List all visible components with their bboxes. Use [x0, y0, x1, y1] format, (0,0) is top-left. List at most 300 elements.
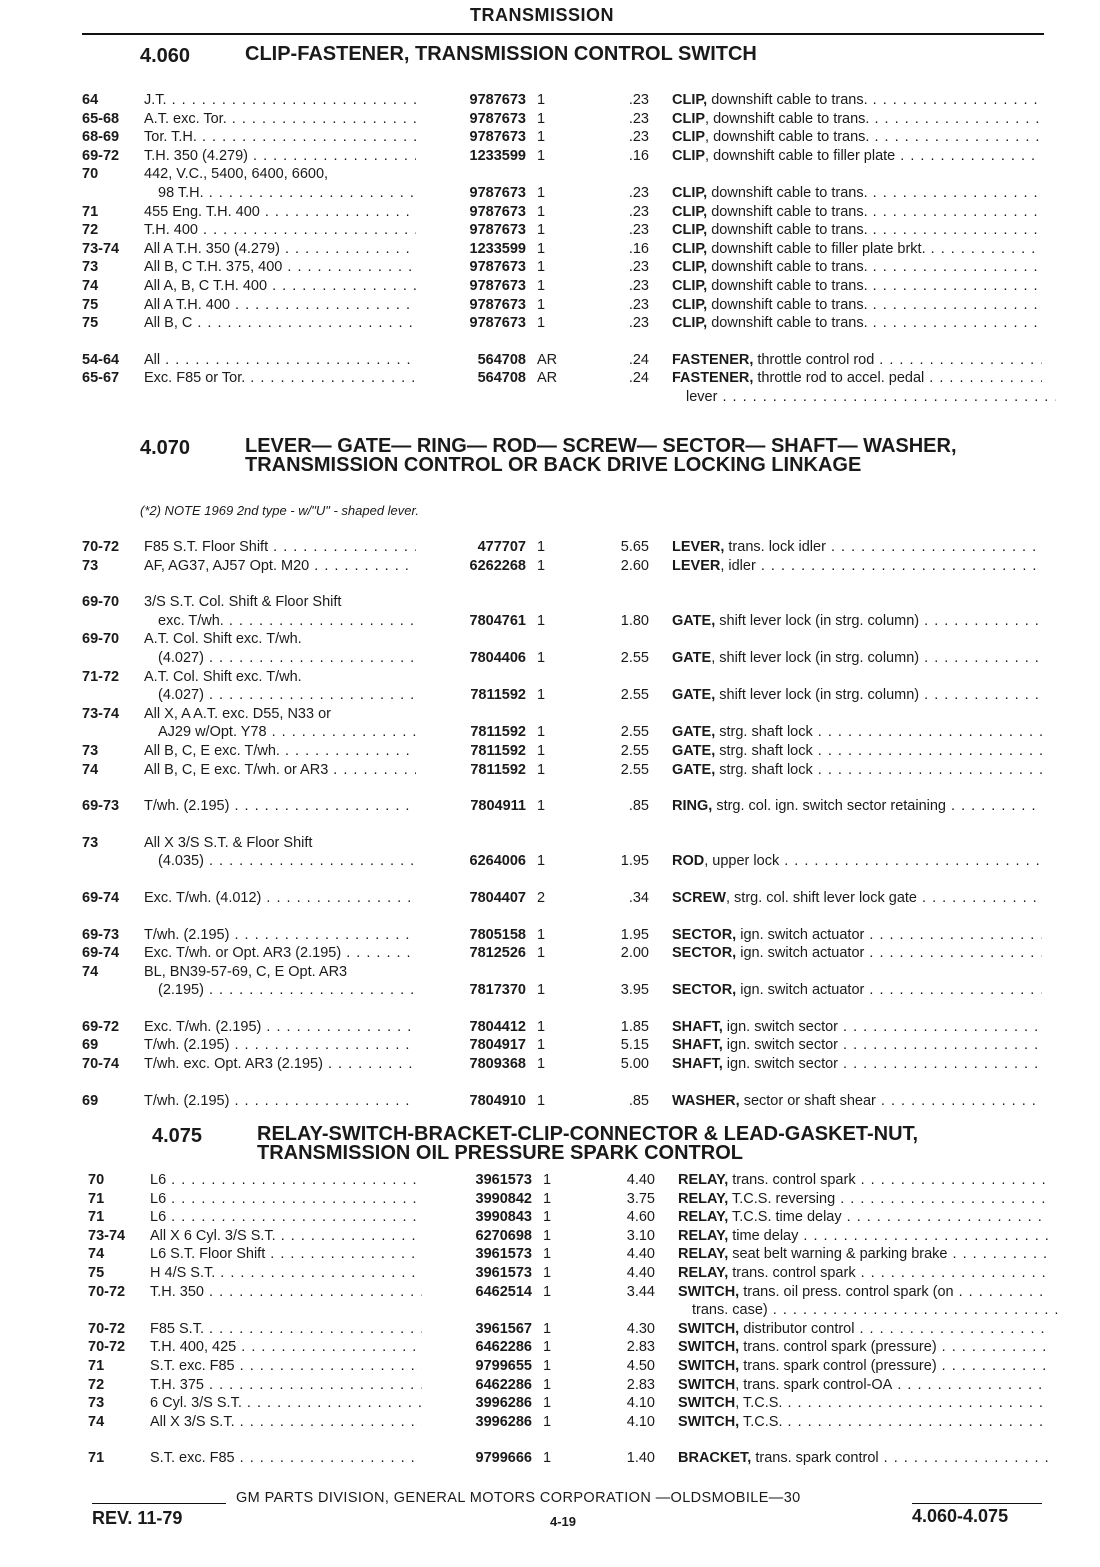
part-number: 7817370: [469, 982, 526, 999]
part-name: RELAY,: [678, 1246, 729, 1263]
parts-row: [82, 852, 1042, 871]
footer-section-range: 4.060-4.075: [912, 1506, 1009, 1526]
part-description: [678, 1449, 1048, 1468]
model-year: 70-72: [88, 1320, 126, 1337]
part-name: RELAY,: [678, 1172, 729, 1188]
footer-publisher: GM PARTS DIVISION, GENERAL MOTORS CORPORATION —OLDSMOBILE—30: [236, 1490, 801, 1506]
part-name: SWITCH,: [678, 1283, 740, 1300]
part-number: 7811592: [470, 724, 526, 741]
model-application: Exc. T/wh. (2.195) . . .: [144, 1018, 416, 1037]
model-year: 73-74: [82, 705, 120, 722]
part-name: CLIP: [672, 110, 706, 127]
price: 4.10: [626, 1413, 655, 1430]
part-description: [672, 1036, 1042, 1055]
part-name: GATE,: [672, 724, 716, 741]
part-description: [672, 110, 1042, 129]
part-detail: downshift cable to filler plate brkt.: [711, 240, 926, 257]
part-description: [678, 1190, 1048, 1209]
part-name: GATE,: [672, 687, 716, 704]
price: 5.65: [620, 539, 649, 555]
part-name: CLIP,: [672, 315, 708, 332]
model-application: All A T.H. 400 . . .: [144, 296, 416, 315]
parts-row: [82, 612, 1042, 631]
model-year: 69-72: [82, 1018, 120, 1035]
part-detail: trans. control spark (pressure): [743, 1339, 937, 1356]
parts-row: [82, 797, 1042, 816]
part-detail: strg. shaft lock: [719, 742, 813, 759]
section-heading-4060: [140, 45, 1040, 75]
quantity: 1: [543, 1190, 552, 1207]
model-application: 455 Eng. T.H. 400 . . .: [144, 203, 416, 222]
price: 1.95: [620, 853, 649, 870]
part-number: 7809368: [469, 1056, 526, 1073]
part-name: SHAFT,: [672, 1056, 723, 1073]
part-detail: throttle rod to accel. pedal: [757, 370, 925, 387]
parts-row: [88, 1357, 1048, 1376]
parts-row: [88, 1227, 1048, 1246]
part-number: 3961573: [475, 1246, 532, 1263]
model-year: 73: [82, 834, 99, 851]
quantity: 1: [543, 1264, 552, 1281]
part-description: [672, 1092, 1042, 1111]
part-detail: shift lever lock (in strg. column): [719, 612, 920, 629]
part-name: SHAFT,: [672, 1037, 723, 1054]
price: .24: [628, 351, 649, 368]
quantity: 2: [537, 889, 546, 906]
part-number: 3996286: [475, 1395, 532, 1412]
price: 3.75: [626, 1190, 655, 1207]
part-name: SECTOR,: [672, 945, 737, 962]
price: 4.40: [626, 1264, 655, 1281]
model-application: L6 . . .: [150, 1208, 422, 1227]
quantity: 1: [537, 612, 546, 629]
part-number: 7804412: [469, 1018, 526, 1035]
quantity: 1: [537, 1056, 546, 1073]
price: 2.55: [620, 761, 649, 778]
model-year: 73: [82, 557, 99, 574]
part-number: 9787673: [469, 203, 526, 220]
section-note: (*2) NOTE 1969 2nd type - w/"U" - shaped lever.: [140, 503, 419, 518]
part-name: RELAY,: [678, 1190, 729, 1207]
part-number: 6264006: [469, 853, 526, 870]
price: 2.83: [626, 1376, 655, 1393]
quantity: 1: [537, 1092, 546, 1109]
footer-page-number: 4-19: [550, 1514, 577, 1529]
part-number: 3961573: [475, 1264, 532, 1281]
parts-list-4070: [82, 538, 1042, 1110]
part-name: CLIP,: [672, 296, 708, 313]
part-number: 1233599: [469, 147, 526, 164]
price: .85: [628, 798, 649, 815]
part-description: [672, 797, 1042, 816]
part-detail: distributor control: [743, 1320, 855, 1337]
part-name: GATE,: [672, 761, 716, 778]
model-year: 69-74: [82, 889, 120, 906]
parts-row: [82, 110, 1042, 129]
quantity: 1: [537, 926, 546, 943]
part-number: 7804407: [469, 889, 526, 906]
model-application: L6 . . .: [150, 1171, 422, 1190]
model-application: 3/S S.T. Col. Shift & Floor Shift: [144, 594, 342, 611]
parts-row: [82, 723, 1042, 742]
part-description: [672, 557, 1042, 576]
part-name: CLIP,: [672, 240, 708, 257]
quantity: 1: [537, 853, 546, 870]
part-detail: trans. lock idler: [728, 539, 826, 555]
parts-row: [82, 649, 1042, 668]
part-number: 7811592: [470, 742, 526, 759]
part-description: [678, 1394, 1048, 1413]
price: .23: [628, 129, 649, 146]
footer-revision: REV. 11-79: [92, 1508, 183, 1528]
quantity: 1: [537, 982, 546, 999]
part-detail: T.C.S. reversing: [732, 1190, 836, 1207]
model-year: 74: [88, 1413, 105, 1430]
parts-row: [82, 277, 1042, 296]
parts-row: [88, 1376, 1048, 1395]
model-year: 73-74: [88, 1227, 126, 1244]
quantity: 1: [537, 742, 546, 759]
price: 5.15: [620, 1037, 649, 1054]
quantity: 1: [537, 110, 546, 127]
quantity: 1: [537, 296, 546, 313]
parts-row: [82, 1055, 1042, 1074]
part-detail: , idler: [720, 557, 756, 574]
quantity: 1: [537, 557, 546, 574]
part-name: GATE,: [672, 742, 716, 759]
parts-row: [88, 1413, 1048, 1432]
model-application: A.T. Col. Shift exc. T/wh.: [144, 631, 302, 648]
model-year: 70-72: [88, 1283, 126, 1300]
part-detail: trans. spark control (pressure): [743, 1357, 937, 1374]
part-detail: , trans. spark control-OA: [735, 1376, 893, 1393]
quantity: 1: [543, 1395, 552, 1412]
price: 4.10: [626, 1395, 655, 1412]
model-year: 69-72: [82, 147, 120, 164]
quantity: 1: [537, 147, 546, 164]
part-name: WASHER,: [672, 1092, 740, 1109]
price: .16: [628, 240, 649, 257]
part-description: [678, 1227, 1048, 1246]
part-number: 9787673: [469, 277, 526, 294]
model-application: A.T. exc. Tor. . . .: [144, 110, 416, 129]
model-application: All B, C, E exc. T/wh. . . .: [144, 742, 416, 761]
model-application: (4.027) . . .: [144, 649, 416, 668]
part-number: 7811592: [470, 687, 526, 704]
parts-row: [82, 1018, 1042, 1037]
parts-row: [82, 761, 1042, 780]
model-application: All A T.H. 350 (4.279) . . .: [144, 240, 416, 259]
header-rule: [82, 33, 1044, 35]
model-year: 71: [88, 1357, 105, 1374]
parts-row: [82, 165, 1042, 184]
part-description: [672, 351, 1042, 370]
part-description: [672, 944, 1042, 963]
part-detail: trans. control spark: [732, 1172, 856, 1188]
part-description: [678, 1320, 1048, 1339]
part-name: BRACKET,: [678, 1450, 752, 1467]
part-number: 9787673: [469, 184, 526, 201]
part-detail: ign. switch sector: [726, 1037, 838, 1054]
price: 4.30: [626, 1320, 655, 1337]
part-name: SHAFT,: [672, 1018, 723, 1035]
quantity: 1: [537, 687, 546, 704]
part-description: [672, 723, 1042, 742]
quantity: 1: [537, 203, 546, 220]
quantity: AR: [537, 351, 558, 368]
part-detail: trans. case): [692, 1302, 768, 1319]
model-application: AF, AG37, AJ57 Opt. M20 . . .: [144, 557, 416, 576]
parts-row: [88, 1301, 1048, 1320]
quantity: 1: [537, 259, 546, 276]
quantity: 1: [537, 649, 546, 666]
quantity: 1: [537, 240, 546, 257]
part-description: [678, 1357, 1048, 1376]
model-application: All X, A A.T. exc. D55, N33 or: [144, 705, 331, 722]
part-detail: , strg. col. shift lever lock gate: [725, 889, 917, 906]
price: 2.00: [620, 945, 649, 962]
model-year: 70-72: [82, 539, 120, 555]
part-description: [672, 889, 1042, 908]
model-application: All . . .: [144, 351, 416, 370]
part-description: [672, 1018, 1042, 1037]
part-detail: downshift cable to trans.: [711, 296, 868, 313]
price: .23: [628, 277, 649, 294]
part-name: CLIP,: [672, 184, 708, 201]
price: 4.60: [626, 1209, 655, 1226]
part-name: SWITCH,: [678, 1320, 740, 1337]
part-number: 9787673: [469, 296, 526, 313]
parts-row: [82, 91, 1042, 110]
model-application: All X 3/S S.T. & Floor Shift: [144, 834, 313, 851]
price: 2.55: [620, 687, 649, 704]
model-application: H 4/S S.T. . . .: [150, 1264, 422, 1283]
model-application: All B, C . . .: [144, 314, 416, 333]
model-application: 442, V.C., 5400, 6400, 6600,: [144, 166, 329, 183]
quantity: 1: [543, 1339, 552, 1356]
quantity: 1: [537, 761, 546, 778]
part-name: SWITCH,: [678, 1357, 740, 1374]
price: 3.10: [626, 1227, 655, 1244]
parts-row: [82, 203, 1042, 222]
part-number: 9787673: [469, 110, 526, 127]
section-heading-4075: [152, 1125, 1052, 1167]
parts-row: [82, 981, 1042, 1000]
quantity: 1: [543, 1227, 552, 1244]
price: 4.40: [626, 1246, 655, 1263]
model-year: 71: [88, 1190, 105, 1207]
model-application: T.H. 350 . . .: [150, 1283, 422, 1302]
price: 2.55: [620, 742, 649, 759]
parts-row: [82, 1092, 1042, 1111]
quantity: 1: [537, 277, 546, 294]
parts-list-4075: [88, 1171, 1048, 1468]
footer-rule-left: [92, 1503, 226, 1504]
model-application: F85 S.T. . . .: [150, 1320, 422, 1339]
part-detail: ign. switch actuator: [740, 945, 865, 962]
part-name: CLIP,: [672, 92, 708, 108]
parts-row: [82, 351, 1042, 370]
model-year: 73-74: [82, 240, 120, 257]
part-detail: T.C.S.: [743, 1413, 783, 1430]
parts-row: [88, 1449, 1048, 1468]
model-application: A.T. Col. Shift exc. T/wh.: [144, 668, 302, 685]
price: 5.00: [620, 1056, 649, 1073]
model-application: T/wh. (2.195) . . .: [144, 1092, 416, 1111]
parts-row: [82, 593, 1042, 612]
parts-row: [82, 742, 1042, 761]
part-detail: , upper lock: [704, 853, 780, 870]
part-number: 7804406: [469, 649, 526, 666]
part-name: LEVER: [672, 557, 721, 574]
part-name: SCREW: [672, 889, 726, 906]
part-description: [672, 538, 1042, 557]
model-year: 70: [88, 1172, 105, 1188]
model-application: All B, C, E exc. T/wh. or AR3 . . .: [144, 761, 416, 780]
parts-row: [88, 1394, 1048, 1413]
model-application: T.H. 375 . . .: [150, 1376, 422, 1395]
part-number: 7804910: [469, 1092, 526, 1109]
part-description: [672, 981, 1042, 1000]
part-description: [678, 1376, 1048, 1395]
part-detail: , downshift cable to trans.: [705, 129, 870, 146]
model-application: Exc. F85 or Tor. . . .: [144, 369, 416, 388]
part-name: FASTENER,: [672, 351, 754, 368]
parts-row: [82, 388, 1042, 407]
price: .34: [628, 889, 649, 906]
part-detail: ign. switch actuator: [740, 982, 865, 999]
part-description: [678, 1208, 1048, 1227]
model-application: Tor. T.H. . . .: [144, 128, 416, 147]
part-detail: downshift cable to trans.: [711, 222, 868, 239]
part-number: 6462514: [475, 1283, 532, 1300]
model-year: 71: [88, 1450, 105, 1467]
model-year: 70-74: [82, 1056, 120, 1073]
parts-row: [82, 369, 1042, 388]
price: .23: [628, 315, 649, 332]
part-description: [678, 1338, 1048, 1357]
part-number: 9787673: [469, 315, 526, 332]
model-year: 74: [88, 1246, 105, 1263]
model-year: 68-69: [82, 129, 120, 146]
parts-row: [82, 705, 1042, 724]
part-number: 9787673: [469, 259, 526, 276]
part-name: CLIP,: [672, 222, 708, 239]
price: 4.50: [626, 1357, 655, 1374]
parts-row: [82, 296, 1042, 315]
model-year: 73: [82, 259, 99, 276]
model-application: (4.027) . . .: [144, 686, 416, 705]
part-name: CLIP,: [672, 259, 708, 276]
parts-row: [82, 258, 1042, 277]
part-number: 7811592: [470, 761, 526, 778]
part-name: SWITCH,: [678, 1413, 740, 1430]
quantity: 1: [543, 1450, 552, 1467]
part-description: [678, 1301, 1062, 1320]
part-number: 564708: [477, 370, 526, 387]
part-name: ROD: [672, 853, 705, 870]
part-detail: strg. shaft lock: [719, 724, 813, 741]
part-name: SECTOR,: [672, 926, 737, 943]
part-number: 7804911: [470, 798, 526, 815]
model-year: 71-72: [82, 668, 120, 685]
model-year: 70-72: [88, 1339, 126, 1356]
model-year: 75: [82, 296, 99, 313]
price: 2.83: [626, 1339, 655, 1356]
model-year: 69-73: [82, 798, 120, 815]
part-number: 9799655: [475, 1357, 532, 1374]
parts-row: [82, 889, 1042, 908]
parts-row: [88, 1171, 1048, 1190]
part-detail: ign. switch sector: [726, 1018, 838, 1035]
part-number: 3961573: [475, 1172, 532, 1188]
model-year: 72: [88, 1376, 105, 1393]
price: 4.40: [626, 1172, 655, 1188]
part-number: 3990843: [475, 1209, 532, 1226]
part-number: 9787673: [469, 129, 526, 146]
part-detail: strg. shaft lock: [719, 761, 813, 778]
parts-row: [88, 1208, 1048, 1227]
part-description: [672, 221, 1042, 240]
parts-row: [82, 314, 1042, 333]
part-name: SWITCH: [678, 1376, 736, 1393]
price: 2.55: [620, 724, 649, 741]
price: 1.40: [626, 1450, 655, 1467]
section-title: LEVER— GATE— RING— ROD— SCREW— SECTOR— SHAFT— WASHER, TRANSMISSION CONTROL OR BACK DRIVE LOCKING LINKAGE: [245, 435, 957, 476]
price: .23: [628, 259, 649, 276]
price: .23: [628, 203, 649, 220]
quantity: 1: [537, 724, 546, 741]
part-number: 3996286: [475, 1413, 532, 1430]
part-description: [672, 612, 1042, 631]
part-detail: downshift cable to trans.: [711, 203, 868, 220]
parts-row: [88, 1338, 1048, 1357]
part-number: 6462286: [475, 1339, 532, 1356]
model-year: 72: [82, 222, 99, 239]
part-detail: T.C.S. time delay: [732, 1209, 842, 1226]
part-name: RELAY,: [678, 1209, 729, 1226]
part-detail: downshift cable to trans.: [711, 92, 868, 108]
section-number: 4.075: [152, 1125, 203, 1147]
section-number: 4.070: [140, 437, 191, 459]
quantity: 1: [543, 1172, 552, 1188]
part-detail: lever: [686, 388, 718, 405]
part-detail: trans. oil press. control spark (on: [743, 1283, 954, 1300]
model-application: T.H. 350 (4.279) . . .: [144, 147, 416, 166]
part-description: [678, 1283, 1048, 1302]
part-number: 7812526: [469, 945, 526, 962]
quantity: 1: [537, 184, 546, 201]
price: .23: [628, 184, 649, 201]
part-detail: downshift cable to trans.: [711, 315, 868, 332]
price: 3.95: [620, 982, 649, 999]
part-name: SWITCH,: [678, 1339, 740, 1356]
part-number: 6270698: [475, 1227, 532, 1244]
footer-rule-right: [912, 1503, 1042, 1504]
model-application: All X 3/S S.T. . . .: [150, 1413, 422, 1432]
part-description: [672, 761, 1042, 780]
parts-row: [82, 926, 1042, 945]
quantity: 1: [543, 1357, 552, 1374]
price: 2.60: [620, 557, 649, 574]
price: .16: [628, 147, 649, 164]
parts-list-4060: [82, 91, 1042, 407]
part-description: [672, 369, 1042, 388]
parts-row: [82, 944, 1042, 963]
part-description: [672, 649, 1042, 668]
part-description: [678, 1171, 1048, 1190]
section-heading-4070: [140, 437, 1040, 517]
